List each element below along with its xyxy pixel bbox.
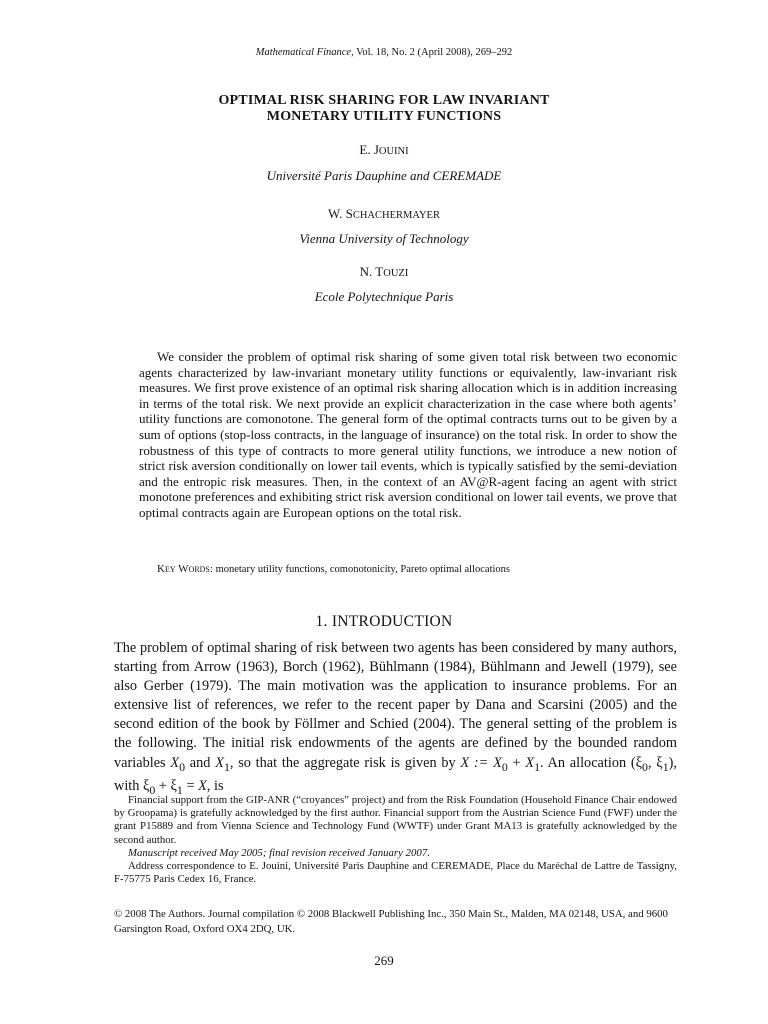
copyright-notice: © 2008 The Authors. Journal compilation © 2008 Blackwell Publishing Inc., 350 Main St., Malden, MA 02148, USA, and 9600 Garsington Road, Oxford OX4 2DQ, UK. (114, 908, 668, 935)
author-1-affiliation: Université Paris Dauphine and CEREMADE (266, 168, 502, 183)
paper-title-line-2: MONETARY UTILITY FUNCTIONS (266, 109, 502, 124)
journal-name: Mathematical Finance, (255, 47, 354, 58)
author-2-affiliation: Vienna University of Technology (299, 231, 469, 246)
footnote-correspondence: Address correspondence to E. Jouini, Université Paris Dauphine and CEREMADE, Place du Maréchal de Lattre de Tassigny, F-75775 Paris Cedex 16, France. (114, 860, 677, 886)
author-3-affiliation: Ecole Polytechnique Paris (314, 289, 454, 304)
footnote-manuscript-dates: Manuscript received May 2005; final revision received January 2007. (128, 846, 430, 859)
footnotes (114, 794, 677, 886)
author-1: E. JOUINI (359, 142, 409, 157)
journal-citation (0, 47, 768, 58)
keywords-text: monetary utility functions, comonotonicity, Pareto optimal allocations (212, 564, 510, 575)
page-number: 269 (374, 953, 394, 968)
section-heading: 1. INTRODUCTION (315, 613, 453, 630)
author-2: W. SCHACHERMAYER (328, 206, 440, 221)
paper-title (0, 93, 768, 125)
abstract: We consider the problem of optimal risk sharing of some given total risk between two economic agents characterized by law-invariant monetary utility functions or equivalently, law-invariant risk measures. We first prove existence of an optimal risk sharing allocation which is in addition increasing in terms of the total risk. We next provide an explicit characterization in the case where both agents’ utility functions are comonotone. The general form of the optimal contracts turns out to be given by a sum of options (stop-loss contracts, in the language of insurance) on the total risk. In order to show the robustness of this type of contracts to more general utility functions, we introduce a new notion of strict risk aversion conditionally on lower tail events, which is typically satisfied by the semi-deviation and the entropic risk measures. Then, in the context of an AV@R-agent facing an agent with strict monotone preferences and exhibiting strict risk aversion conditional on lower tail events, we prove that optimal contracts again are European options on the total risk. (139, 349, 677, 520)
journal-volume: Vol. 18, No. 2 (April 2008), 269–292 (353, 47, 513, 58)
introduction-paragraph: The problem of optimal sharing of risk between two agents has been considered by many authors, starting from Arrow (1963), Borch (1962), Bühlmann (1984), Bühlmann and Jewell (1979), see also Gerber (1979). The main motivation was the application to insurance problems. For an extensive list of references, we refer to the recent paper by Dana and Scarsini (2005) and the second edition of the book by Föllmer and Schied (2004). The general setting of the problem is the following. The initial risk endowments of the agents are defined by the bounded random variables $X_0$ and $X_1$, so that the aggregate risk is given by X := $X_0 + X_1$. An allocation ($\xi_0$, $\xi_1$), with $\xi_0 + \xi_1 = X$, is (114, 640, 677, 797)
keywords-label: Key Words: (157, 563, 213, 575)
author-3: N. TOUZI (359, 264, 409, 279)
footnote-funding: Financial support from the GIP-ANR (“croyances” project) and from the Risk Foundation (Household Finance Chair endowed by Groopama) is gratefully acknowledged by the first author. Financial support from the Austrian Science Fund (FWF) under the grant P15889 and from Vienna Science and Technology Fund (WWTF) under Grant MA13 is gratefully acknowledged by the second author. (114, 794, 677, 846)
keywords (157, 563, 677, 575)
paper-title-line-1: OPTIMAL RISK SHARING FOR LAW INVARIANT (218, 93, 550, 108)
